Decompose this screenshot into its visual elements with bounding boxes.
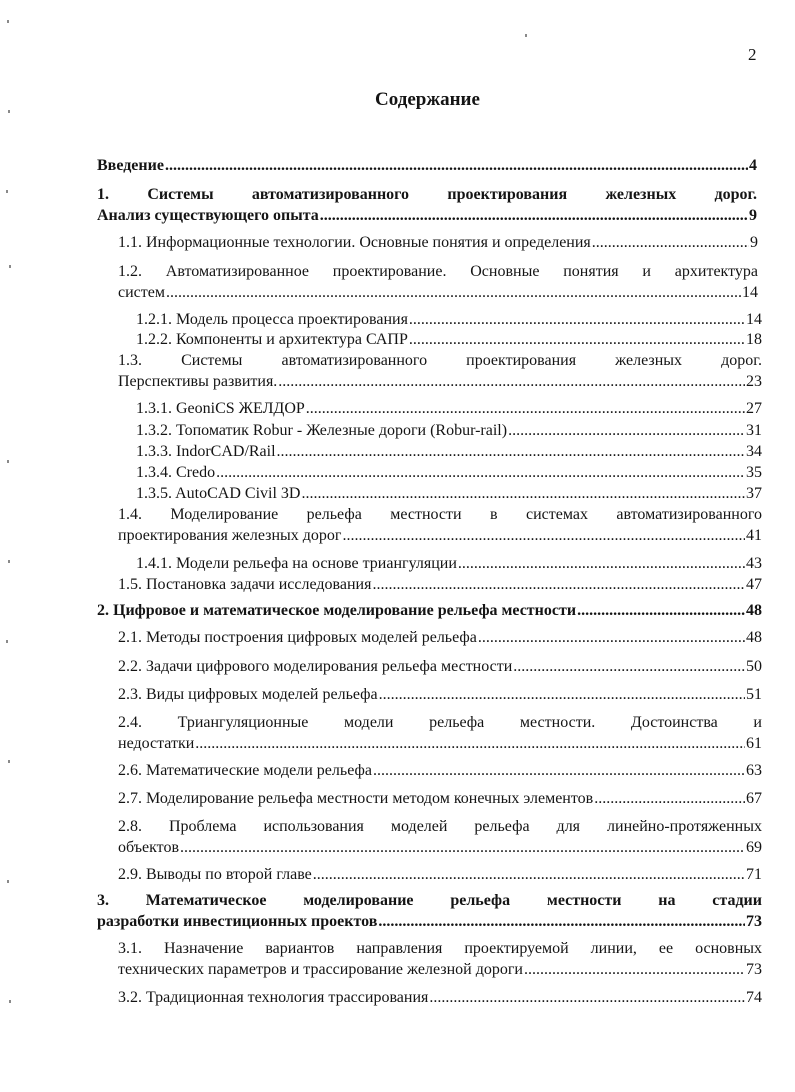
dot-leader	[577, 600, 745, 621]
toc-entry-title: 2.2. Задачи цифрового моделирования рельефа местности	[118, 658, 513, 675]
toc-entry-s1-3-3[interactable]	[136, 441, 762, 462]
toc-page-number: 74	[746, 989, 762, 1006]
toc-entry-title: объектов	[118, 839, 180, 856]
toc-page-number: 35	[746, 464, 762, 481]
toc-entry-title: 1.1. Информационные технологии. Основные понятия и определения	[118, 234, 591, 251]
toc-entry-title: Введение	[97, 157, 164, 174]
dot-leader	[306, 398, 745, 419]
scan-artifact	[8, 760, 10, 763]
toc-entry-title: 1.3.4. Credo	[136, 464, 216, 481]
toc-entry-title: 2.9. Выводы по второй главе	[118, 866, 312, 883]
toc-entry-s3-1[interactable]	[118, 938, 762, 980]
toc-entry-s1-4-1[interactable]	[136, 553, 762, 574]
toc-page-number: 73	[746, 913, 762, 930]
toc-entry-ch2[interactable]	[97, 600, 762, 621]
toc-page-number: 4	[749, 157, 757, 174]
toc-page-number: 69	[746, 839, 762, 856]
scan-artifact	[9, 1000, 11, 1003]
toc-entry-title: 1.4.1. Модели рельефа на основе триангуляции	[136, 555, 457, 572]
scan-artifact	[7, 460, 9, 463]
dot-leader	[313, 864, 745, 885]
toc-page-number: 47	[746, 576, 762, 593]
toc-page-number: 27	[746, 400, 762, 417]
dot-leader	[524, 959, 745, 980]
toc-entry-title: 1.3.3. IndorCAD/Rail	[136, 443, 276, 460]
dot-leader	[594, 788, 745, 809]
dot-leader	[372, 574, 745, 595]
dot-leader	[195, 733, 745, 754]
toc-entry-title: 2. Цифровое и математическое моделирование рельефа местности	[97, 602, 577, 619]
dot-leader	[378, 911, 745, 932]
dot-leader	[478, 627, 745, 648]
toc-entry-text-line: 2.4. Триангуляционные модели рельефа местности. Достоинства и	[118, 714, 762, 731]
toc-entry-ch3[interactable]	[97, 890, 762, 932]
dot-leader	[180, 837, 745, 858]
toc-entry-title: 1.3.5. AutoCAD Civil 3D	[136, 485, 301, 502]
toc-entry-title: 1.3.1. GeoniCS ЖЕЛДОР	[136, 400, 305, 417]
page-title: Содержание	[375, 89, 480, 110]
toc-page-number: 73	[746, 961, 762, 978]
toc-entry-s1-3-2[interactable]	[136, 420, 762, 441]
toc-entry-s1-3[interactable]	[118, 350, 762, 392]
toc-entry-text-line: 3.1. Назначение вариантов направления проектируемой линии, ее основных	[118, 940, 762, 957]
toc-entry-text-line: 1. Системы автоматизированного проектирования железных дорог.	[97, 186, 757, 203]
toc-entry-title: 2.1. Методы построения цифровых моделей рельефа	[118, 629, 477, 646]
scan-artifact	[6, 190, 8, 193]
toc-entry-s2-2[interactable]	[118, 656, 762, 677]
toc-entry-text-line: 1.4. Моделирование рельефа местности в системах автоматизированного	[118, 506, 762, 523]
toc-entry-title: 1.2.2. Компоненты и архитектура САПР	[136, 331, 408, 348]
toc-entry-text-line: 1.2. Автоматизированное проектирование. Основные понятия и архитектура	[118, 263, 758, 280]
toc-entry-title: 2.7. Моделирование рельефа местности методом конечных элементов	[118, 790, 594, 807]
toc-page-number: 67	[746, 790, 762, 807]
toc-page-number: 48	[746, 602, 762, 619]
toc-page-number: 9	[749, 207, 757, 224]
toc-page-number: 34	[746, 443, 762, 460]
toc-entry-title: недостатки	[118, 735, 195, 752]
toc-page-number: 71	[746, 866, 762, 883]
toc-page-number: 18	[746, 331, 762, 348]
toc-entry-s1-3-4[interactable]	[136, 462, 762, 483]
toc-entry-ch1[interactable]	[97, 184, 757, 226]
toc-entry-title: Анализ существующего опыта	[97, 207, 319, 224]
scan-artifact	[6, 640, 8, 643]
dot-leader	[429, 987, 745, 1008]
toc-entry-title: 1.5. Постановка задачи исследования	[118, 576, 372, 593]
toc-entry-s1-5[interactable]	[118, 574, 762, 595]
toc-entry-title: 2.3. Виды цифровых моделей рельефа	[118, 686, 378, 703]
toc-page-number: 37	[746, 485, 762, 502]
toc-entry-s1-3-1[interactable]	[136, 398, 762, 419]
toc-page-number: 61	[746, 735, 762, 752]
dot-leader	[373, 760, 745, 781]
toc-page-number: 50	[746, 658, 762, 675]
dot-leader	[508, 420, 745, 441]
toc-entry-title: 2.6. Математические модели рельефа	[118, 762, 372, 779]
scan-artifact	[7, 20, 9, 23]
toc-entry-text-line: 3. Математическое моделирование рельефа местности на стадии	[97, 892, 762, 909]
toc-page-number: 14	[746, 311, 762, 328]
toc-entry-title: Перспективы развития.	[118, 373, 278, 390]
dot-leader	[409, 309, 745, 330]
toc-entry-s1-1[interactable]	[118, 232, 758, 253]
toc-entry-s1-4[interactable]	[118, 504, 762, 546]
toc-entry-s1-2[interactable]	[118, 261, 758, 303]
toc-page-number: 48	[746, 629, 762, 646]
toc-entry-s2-3[interactable]	[118, 684, 762, 705]
dot-leader	[409, 329, 745, 350]
toc-entry-s1-3-5[interactable]	[136, 483, 762, 504]
dot-leader	[513, 656, 745, 677]
toc-page-number: 9	[750, 234, 758, 251]
dot-leader	[301, 483, 745, 504]
toc-entry-text-line: 2.8. Проблема использования моделей рельефа для линейно-протяженных	[118, 818, 762, 835]
dot-leader	[278, 371, 745, 392]
toc-page-number: 63	[746, 762, 762, 779]
toc-entry-text-line: 1.3. Системы автоматизированного проектирования железных дорог.	[118, 352, 762, 369]
scan-artifact	[525, 34, 527, 37]
toc-entry-title: технических параметров и трассирование железной дороги	[118, 961, 523, 978]
toc-page-number: 31	[746, 422, 762, 439]
dot-leader	[379, 684, 745, 705]
dot-leader	[592, 232, 749, 253]
toc-entry-title: разработки инвестиционных проектов	[97, 913, 378, 930]
dot-leader	[342, 525, 745, 546]
toc-entry-title: 1.3.2. Топоматик Robur - Железные дороги (Robur-rail)	[136, 422, 508, 439]
toc-entry-s2-4[interactable]	[118, 712, 762, 754]
toc-page-number: 51	[746, 686, 762, 703]
toc-entry-s2-6[interactable]	[118, 760, 762, 781]
toc-entry-s2-9[interactable]	[118, 864, 762, 885]
toc-page-number: 14	[742, 284, 758, 301]
toc-entry-intro[interactable]	[97, 155, 757, 176]
dot-leader	[165, 155, 748, 176]
page-number: 2	[748, 45, 757, 64]
dot-leader	[166, 282, 741, 303]
toc-page-number: 41	[746, 527, 762, 544]
toc-entry-s2-8[interactable]	[118, 816, 762, 858]
scan-artifact	[9, 265, 11, 268]
scan-artifact	[7, 880, 9, 883]
dot-leader	[277, 441, 745, 462]
scan-artifact	[8, 560, 10, 563]
dot-leader	[216, 462, 745, 483]
dot-leader	[320, 205, 748, 226]
toc-entry-title: систем	[118, 284, 165, 301]
scan-artifact	[8, 110, 10, 113]
toc-entry-title: проектирования железных дорог	[118, 527, 342, 544]
toc-entry-title: 3.2. Традиционная технология трассирования	[118, 989, 429, 1006]
toc-entry-s1-2-2[interactable]	[136, 329, 762, 350]
toc-entry-s1-2-1[interactable]	[136, 309, 762, 330]
toc-entry-s3-2[interactable]	[118, 987, 762, 1008]
toc-page-number: 23	[746, 373, 762, 390]
dot-leader	[458, 553, 745, 574]
toc-page-number: 43	[746, 555, 762, 572]
toc-entry-s2-7[interactable]	[118, 788, 762, 809]
toc-entry-s2-1[interactable]	[118, 627, 762, 648]
toc-entry-title: 1.2.1. Модель процесса проектирования	[136, 311, 408, 328]
